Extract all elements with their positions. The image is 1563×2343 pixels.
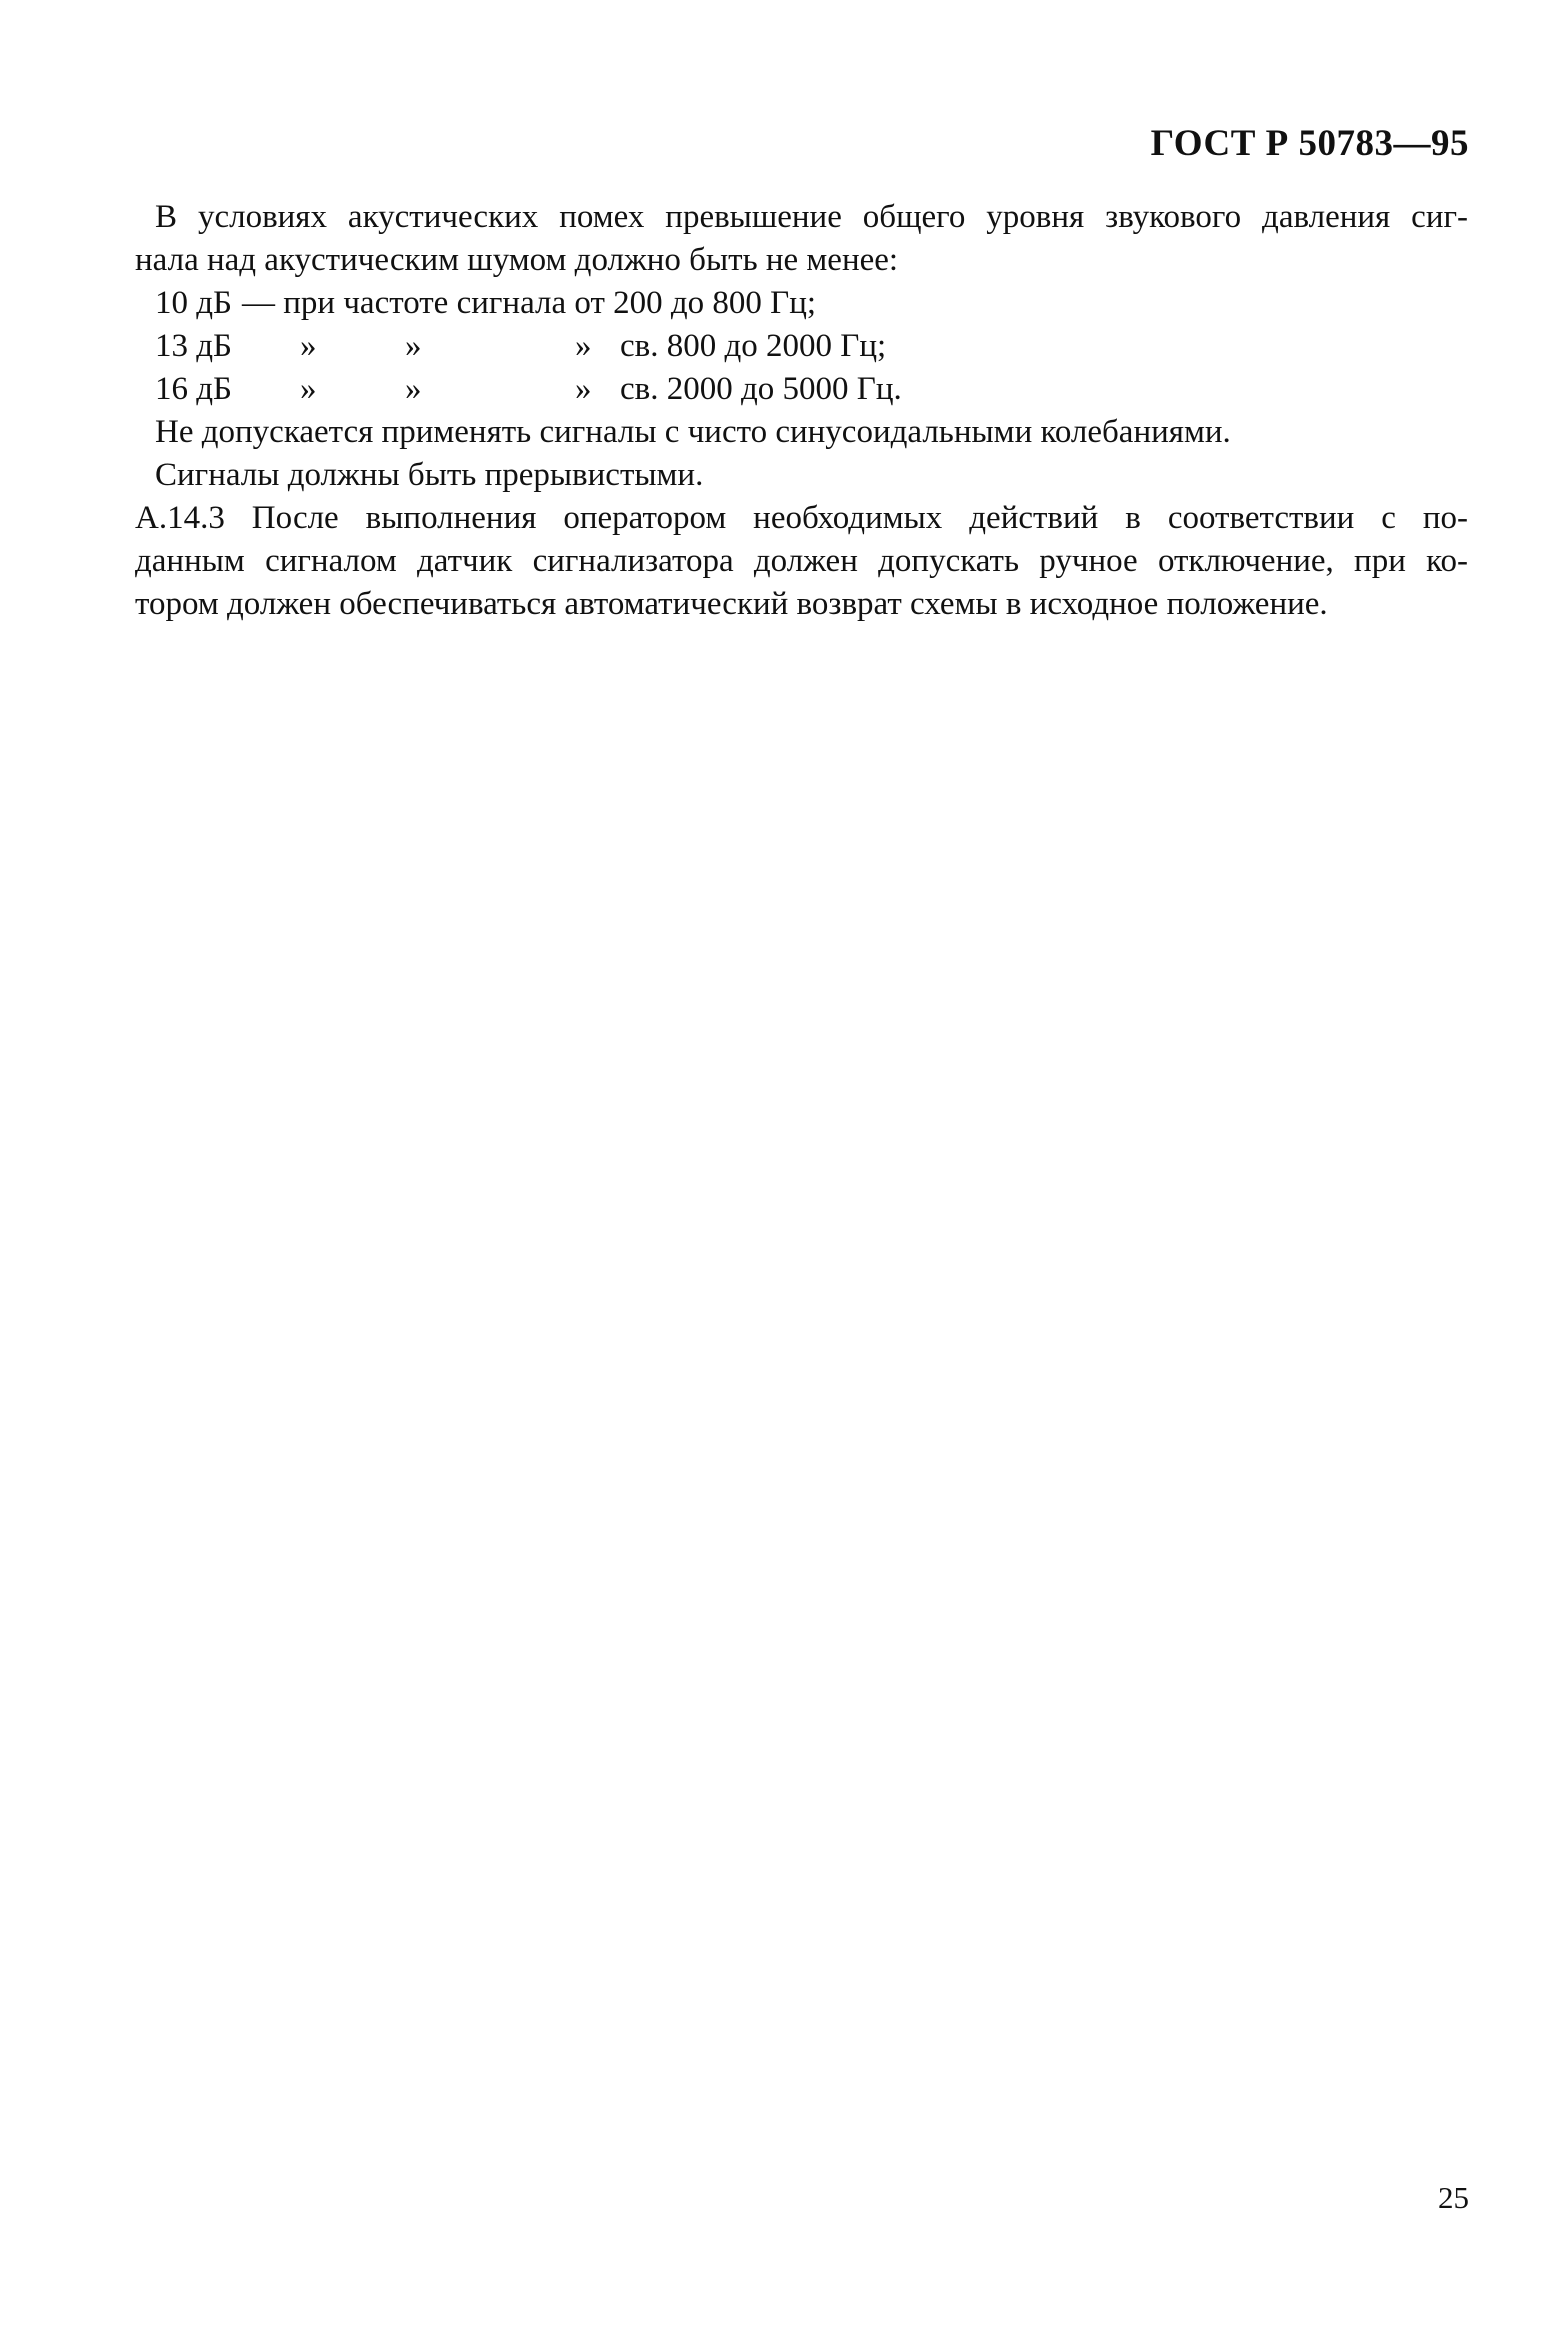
paragraph-3: Сигналы должны быть прерывистыми. — [155, 457, 704, 493]
frequency-range: св. 2000 до 5000 Гц. — [620, 371, 902, 407]
level-row-10db — [155, 282, 1468, 325]
level-row-16db — [155, 368, 1468, 411]
level-row-13db — [155, 325, 1468, 368]
paragraph-1-line-1: В условиях акустических помех превышение общего уровня звукового давления сиг- — [155, 199, 1468, 235]
ditto-mark: » — [405, 328, 422, 364]
ditto-mark: » — [405, 371, 422, 407]
level-value: 13 дБ — [155, 328, 232, 364]
ditto-mark: » — [300, 328, 317, 364]
paragraph-4-line-2: данным сигналом датчик сигнализатора должен допускать ручное отключение, при ко- — [135, 543, 1468, 579]
level-description: — при частоте сигнала от 200 до 800 Гц; — [242, 285, 817, 321]
frequency-range: св. 800 до 2000 Гц; — [620, 328, 887, 364]
document-body — [135, 196, 1468, 626]
standard-code-header: ГОСТ Р 50783—95 — [1150, 123, 1469, 164]
ditto-mark: » — [575, 328, 592, 364]
ditto-mark: » — [575, 371, 592, 407]
level-value: 10 дБ — [155, 285, 232, 321]
paragraph-2: Не допускается применять сигналы с чисто синусоидальными колебаниями. — [155, 414, 1231, 450]
paragraph-1-line-2: нала над акустическим шумом должно быть не менее: — [135, 242, 899, 278]
paragraph-4-line-3: тором должен обеспечиваться автоматический возврат схемы в исходное положение. — [135, 586, 1328, 622]
ditto-mark: » — [300, 371, 317, 407]
paragraph-4-line-1: А.14.3 После выполнения оператором необходимых действий в соответствии с по- — [135, 500, 1468, 536]
level-value: 16 дБ — [155, 371, 232, 407]
page-number: 25 — [1438, 2180, 1469, 2215]
